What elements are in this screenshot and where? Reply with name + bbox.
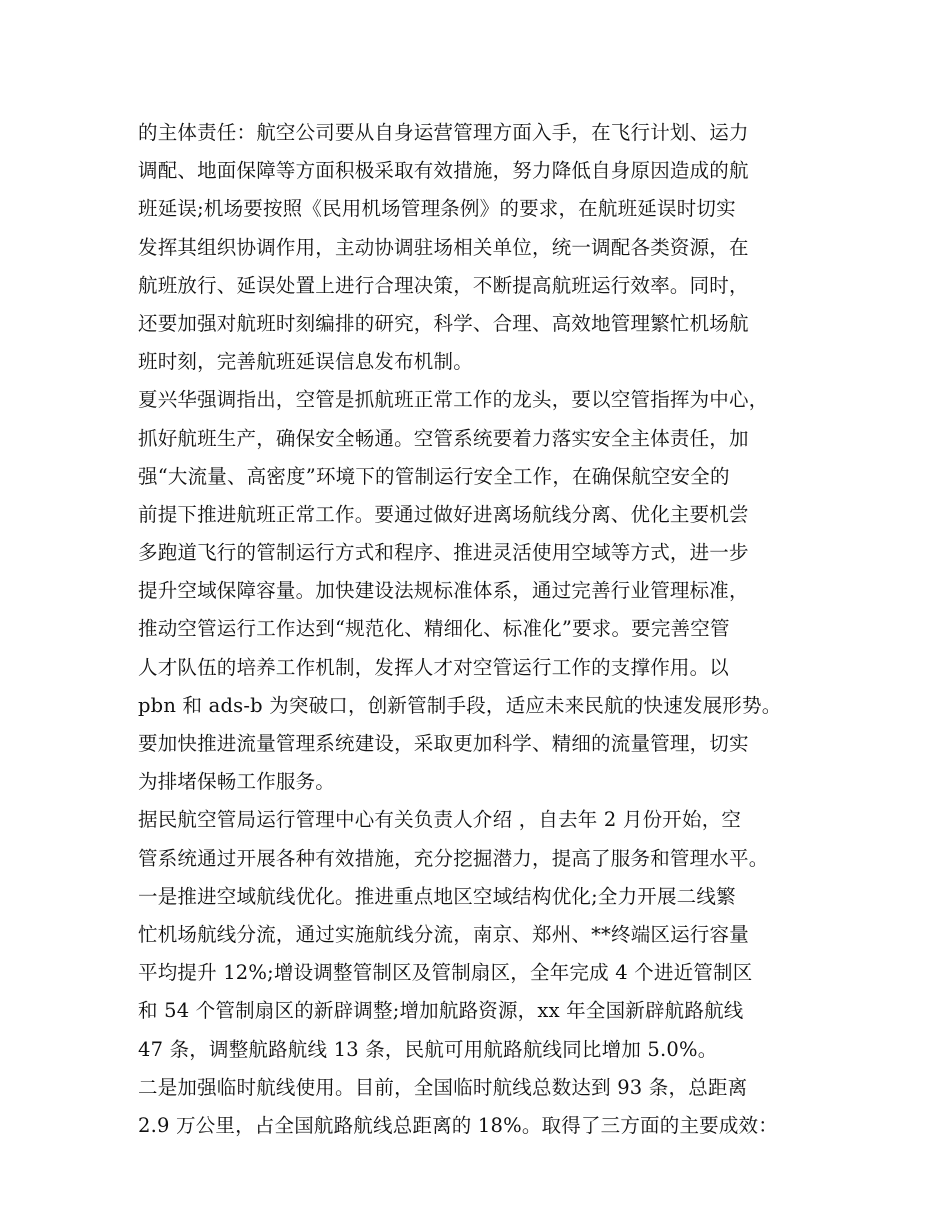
text-line: 夏兴华强调指出，空管是抓航班正常工作的龙头，要以空管指挥为中心， (138, 388, 769, 412)
text-line: 的主体责任：航空公司要从自身运营管理方面入手，在飞行计划、运力 (138, 121, 749, 144)
text-line: 人才队伍的培养工作机制，发挥人才对空管运行工作的支撑作用。以 (138, 655, 730, 679)
text-line: 忙机场航线分流，通过实施航线分流，南京、郑州、**终端区运行容量 (138, 922, 749, 946)
text-line: 提升空域保障容量。加快建设法规标准体系，通过完善行业管理标准， (138, 579, 749, 603)
text-line: 班时刻，完善航班延误信息发布机制。 (138, 350, 473, 374)
document-body (138, 114, 838, 1145)
text-line: 要加快推进流量管理系统建设，采取更加科学、精细的流量管理，切实 (138, 732, 749, 755)
text-line: 航班放行、延误处置上进行合理决策，不断提高航班运行效率。同时， (138, 273, 749, 297)
text-line: 2.9 万公里，占全国航路航线总距离的 18%。取得了三方面的主要成效： (138, 1113, 778, 1137)
text-line: 一是推进空域航线优化。推进重点地区空域结构优化;全力开展二线繁 (138, 884, 736, 908)
text-line: 为排堵保畅工作服务。 (138, 770, 336, 794)
text-line: 多跑道飞行的管制运行方式和程序、推进灵活使用空域等方式，进一步 (138, 541, 749, 565)
text-line: pbn 和 ads-b 为突破口，创新管制手段，适应未来民航的快速发展形势。 (138, 693, 782, 717)
text-line: 调配、地面保障等方面积极采取有效措施，努力降低自身原因造成的航 (138, 159, 749, 183)
text-line: 推动空管运行工作达到“规范化、精细化、标准化”要求。要完善空管 (138, 617, 730, 641)
text-line: 抓好航班生产，确保安全畅通。空管系统要着力落实安全主体责任，加 (138, 426, 749, 450)
text-line: 和 54 个管制扇区的新辟调整;增加航路资源，xx 年全国新辟航路航线 (138, 999, 744, 1023)
text-line: 还要加强对航班时刻编排的研究，科学、合理、高效地管理繁忙机场航 (138, 311, 749, 335)
text-line: 强“大流量、高密度”环境下的管制运行安全工作，在确保航空安全的 (138, 464, 730, 488)
text-line: 发挥其组织协调作用，主动协调驻场相关单位，统一调配各类资源，在 (138, 235, 749, 259)
text-line: 平均提升 12%;增设调整管制区及管制扇区，全年完成 4 个进近管制区 (138, 961, 753, 985)
text-line: 47 条，调整航路航线 13 条，民航可用航路航线同比增加 5.0%。 (138, 1037, 718, 1061)
text-line: 据民航空管局运行管理中心有关负责人介绍 ，自去年 2 月份开始，空 (138, 808, 742, 832)
text-line: 前提下推进航班正常工作。要通过做好进离场航线分离、优化主要机尝 (138, 502, 749, 526)
text-line: 管系统通过开展各种有效措施，充分挖掘潜力，提高了服务和管理水平。 (138, 846, 769, 870)
text-line: 二是加强临时航线使用。目前，全国临时航线总数达到 93 条，总距离 (138, 1075, 748, 1099)
text-line: 班延误;机场要按照《民用机场管理条例》的要求，在航班延误时切实 (138, 197, 736, 221)
